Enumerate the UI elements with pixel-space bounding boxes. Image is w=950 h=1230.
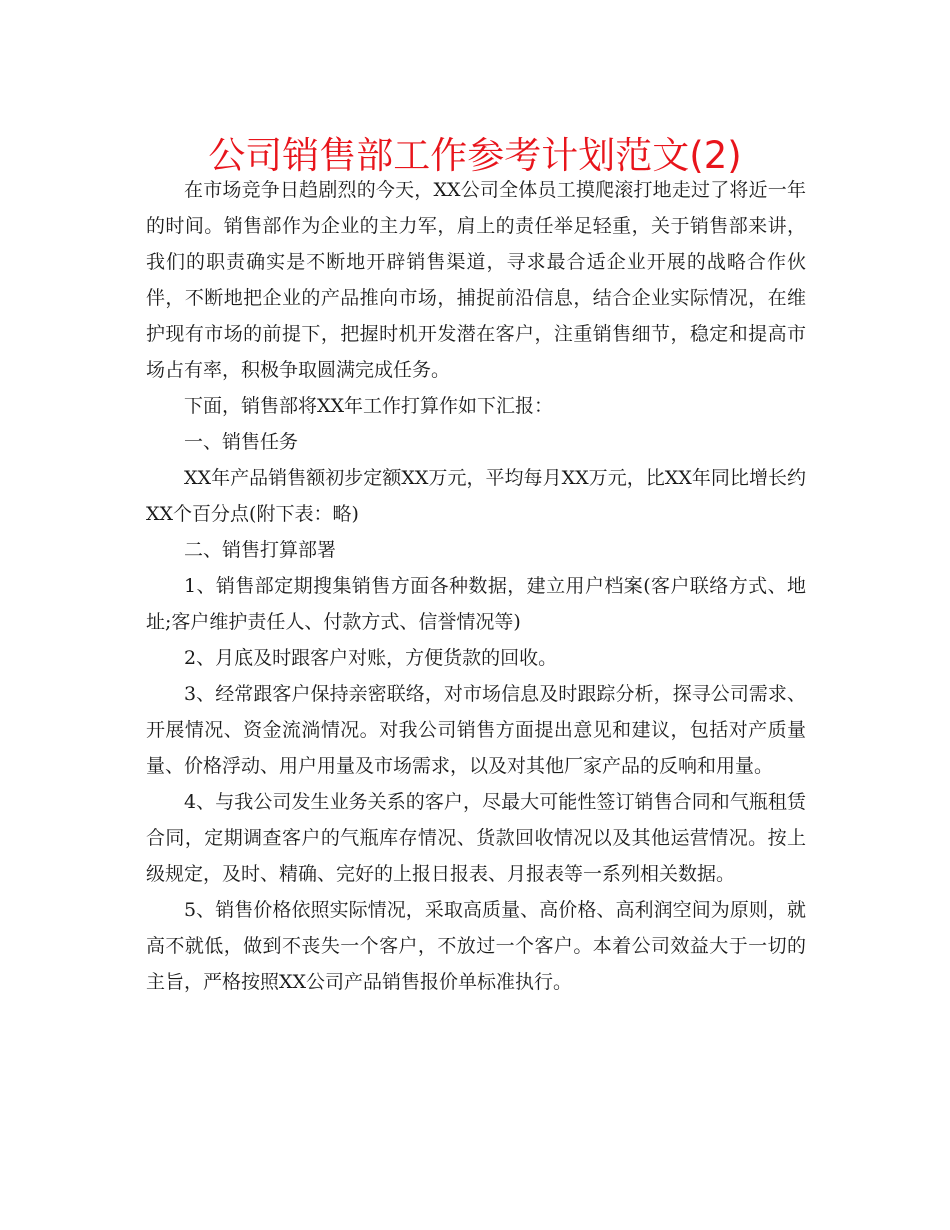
document-body xyxy=(146,172,806,1000)
paragraph-report-lead: 下面，销售部将XX年工作打算作如下汇报： xyxy=(184,395,554,417)
paragraph-intro: 在市场竞争日趋剧烈的今天，XX公司全体员工摸爬滚打地走过了将近一年的时间。销售部作为企业的主力军，肩上的责任举足轻重，关于销售部来讲，我们的职责确实是不断地开辟销售渠道，寻求最合适企业开展的战略合作伙伴，不断地把企业的产品推向市场，捕捉前沿信息，结合企业实际情况，在维护现有市场的前提下，把握时机开发潜在客户，注重销售细节，稳定和提高市场占有率，积极争取圆满完成任务。 xyxy=(146,179,806,381)
plan-item-3: 3、经常跟客户保持亲密联络，对市场信息及时跟踪分析，探寻公司需求、开展情况、资金流淌情况。对我公司销售方面提出意见和建议，包括对产质量量、价格浮动、用户用量及市场需求，以及对其他厂家产品的反响和用量。 xyxy=(146,683,806,777)
document-title: 公司销售部工作参考计划范文(2) xyxy=(208,134,742,177)
plan-item-1: 1、销售部定期搜集销售方面各种数据，建立用户档案(客户联络方式、地址;客户维护责任人、付款方式、信誉情况等) xyxy=(146,575,806,633)
plan-item-2: 2、月底及时跟客户对账，方便货款的回收。 xyxy=(184,647,558,669)
paragraph-sales-target: XX年产品销售额初步定额XX万元，平均每月XX万元，比XX年同比增长约XX个百分点(附下表：略) xyxy=(146,467,806,525)
section-heading-sales-plan: 二、销售打算部署 xyxy=(184,539,337,561)
plan-item-4: 4、与我公司发生业务关系的客户，尽最大可能性签订销售合同和气瓶租赁合同，定期调查客户的气瓶库存情况、货款回收情况以及其他运营情况。按上级规定，及时、精确、完好的上报日报表、月报表等一系列相关数据。 xyxy=(146,791,806,885)
plan-item-5: 5、销售价格依照实际情况，采取高质量、高价格、高利润空间为原则，就高不就低，做到不丧失一个客户，不放过一个客户。本着公司效益大于一切的主旨，严格按照XX公司产品销售报价单标准执行。 xyxy=(146,899,806,993)
section-heading-sales-task: 一、销售任务 xyxy=(184,431,299,453)
